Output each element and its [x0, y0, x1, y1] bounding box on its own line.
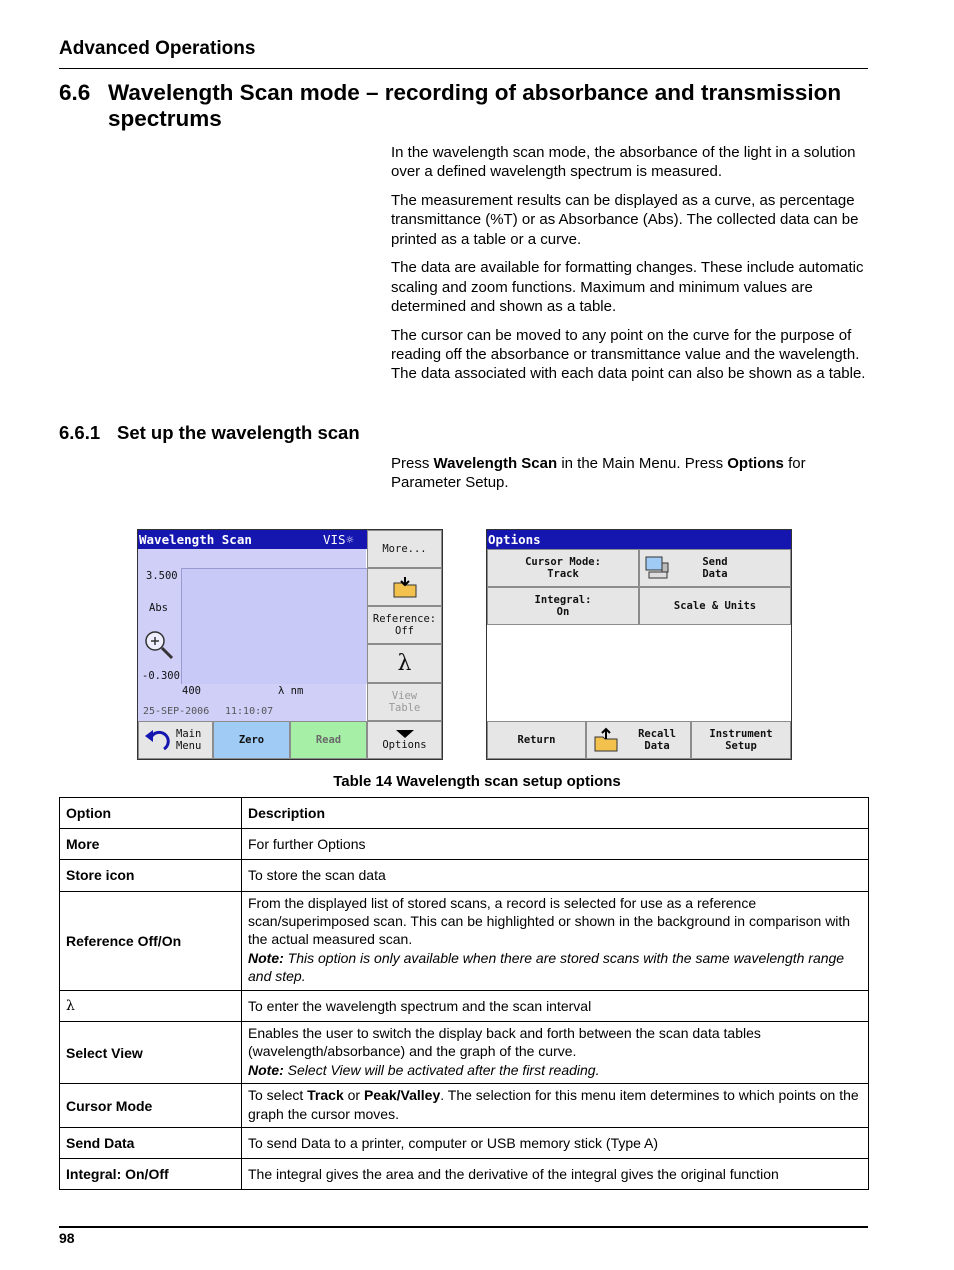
table-row [60, 860, 869, 891]
page-number: 98 [59, 1230, 75, 1246]
zero-button[interactable] [213, 721, 290, 759]
option-cell: Send Data [60, 1127, 242, 1158]
subsection-heading [59, 422, 360, 444]
paragraph: In the wavelength scan mode, the absorbance of the light in a solution over a defined wavelength spectrum is measured. [391, 144, 856, 181]
more-button-label: More... [382, 543, 427, 555]
reference-value: Off [395, 625, 414, 637]
more-button[interactable] [367, 530, 442, 568]
instruction-text [391, 454, 868, 493]
footer-rule [59, 1226, 868, 1228]
description-cell: For further Options [242, 829, 869, 860]
options-button[interactable] [367, 721, 442, 759]
note-label: Note: [248, 950, 284, 967]
lamp-icon: ☼ [346, 532, 354, 547]
send-data-button[interactable] [639, 549, 791, 587]
y-unit-label: Abs [149, 602, 168, 614]
triangle-down-icon [395, 729, 415, 739]
description-emphasis: Track [307, 1087, 344, 1104]
integral-label: Integral: [534, 594, 592, 606]
option-cell: Store icon [60, 860, 242, 891]
description-cell [242, 1021, 869, 1084]
recall-label: Recall [638, 728, 676, 740]
return-button[interactable] [487, 721, 586, 759]
screen-titlebar [487, 530, 792, 549]
return-label: Return [517, 734, 556, 746]
main-menu-label: Menu [176, 740, 202, 752]
instruction-emphasis: Options [727, 455, 784, 472]
screen-titlebar [138, 530, 367, 549]
instrument-setup-button[interactable] [691, 721, 791, 759]
zero-label: Zero [238, 734, 265, 746]
table-caption: Table 14 Wavelength scan setup options [333, 773, 621, 790]
options-screen [486, 529, 792, 760]
wavelength-scan-screen [137, 529, 443, 760]
table-row [60, 829, 869, 860]
date-label: 25-SEP-2006 [143, 706, 210, 717]
lambda-button[interactable] [367, 644, 442, 683]
options-label: Options [382, 739, 427, 751]
section-number: 6.6 [59, 80, 91, 105]
reference-button[interactable] [367, 606, 442, 644]
paragraph: The measurement results can be displayed as a curve, as percentage transmittance (%T) or as Absorbance (Abs). The collected data can be printed as a table or a curve. [391, 192, 859, 248]
paragraph: The cursor can be moved to any point on the curve for the purpose of reading off the absorbance or transmittance value and the wavelength. The data associated with each data point can also be shown as a table. [391, 326, 866, 383]
x-start-label: 400 [182, 685, 201, 697]
note-text: Select View will be activated after the first reading. [283, 1062, 600, 1079]
x-unit-label: λ nm [278, 685, 304, 697]
option-cell: Integral: On/Off [60, 1159, 242, 1190]
reference-label: Reference: [372, 613, 437, 625]
description-cell: To send Data to a printer, computer or USB memory stick (Type A) [242, 1127, 869, 1158]
description-cell: To enter the wavelength spectrum and the scan interval [242, 990, 869, 1021]
option-cell: More [60, 829, 242, 860]
option-cell: Reference Off/On [60, 891, 242, 990]
table-label: Table [388, 702, 421, 714]
option-cell: λ [60, 990, 242, 1021]
table-header-row [60, 798, 869, 829]
instrument-label: Instrument [709, 728, 773, 740]
description-cell [242, 1084, 869, 1127]
view-label: View [391, 690, 418, 702]
send-data-label: Send [702, 556, 728, 568]
intro-text [391, 143, 868, 393]
mode-label: VIS [323, 532, 346, 547]
subsection-number: 6.6.1 [59, 422, 101, 443]
zoom-icon[interactable] [143, 629, 175, 661]
recall-label: Data [644, 740, 670, 752]
cursor-mode-button[interactable] [487, 549, 639, 587]
folder-store-icon [392, 575, 418, 599]
screen-title: Wavelength Scan [139, 532, 252, 547]
recall-data-button[interactable] [586, 721, 691, 759]
instruction-part: for Parameter Setup. [391, 455, 806, 492]
table-row [60, 891, 869, 990]
read-label: Read [315, 734, 342, 746]
subsection-title: Set up the wavelength scan [117, 422, 360, 443]
main-menu-button[interactable] [138, 721, 213, 759]
setup-label: Setup [725, 740, 757, 752]
screen-title: Options [488, 532, 541, 547]
description-emphasis: Peak/Valley [363, 1087, 441, 1104]
table-row [60, 1021, 869, 1084]
table-row [60, 1084, 869, 1127]
time-label: 11:10:07 [225, 706, 274, 717]
description-part: . The selection for this menu item determines to which points on the graph the cursor moves. [248, 1087, 859, 1122]
description-cell: The integral gives the area and the derivative of the integral gives the original function [242, 1159, 869, 1190]
table-row [60, 990, 869, 1021]
description-text: Enables the user to switch the display back and forth between the scan data tables (wavelength/absorbance) and the graph of the curve. [248, 1024, 761, 1060]
store-button[interactable] [367, 568, 442, 606]
back-arrow-icon [142, 727, 170, 753]
note-text: This option is only available when there are stored scans with the same wavelength range and step. [248, 950, 845, 985]
scale-units-label: Scale & Units [673, 600, 757, 612]
section-title: Wavelength Scan mode – recording of absorbance and transmission spectrums [108, 80, 842, 131]
instruction-part: Press [391, 455, 434, 472]
running-header: Advanced Operations [59, 38, 256, 59]
scale-units-button[interactable] [639, 587, 791, 625]
description-text: From the displayed list of stored scans, a record is selected for use as a reference scan/superimposed scan. This can be highlighted or shown in the background in comparison with the actual measured scan. [248, 894, 851, 948]
y-min-label: -0.300 [142, 670, 180, 682]
note-label: Note: [248, 1062, 284, 1079]
read-button[interactable] [290, 721, 367, 759]
table-row [60, 1159, 869, 1190]
instruction-emphasis: Wavelength Scan [433, 455, 558, 472]
lambda-label: λ [397, 650, 412, 676]
send-data-label: Data [702, 568, 728, 580]
cursor-mode-value: Track [547, 568, 579, 580]
view-table-button[interactable] [367, 683, 442, 721]
instruction-part: in the Main Menu. Press [557, 455, 728, 472]
plot-region[interactable] [181, 568, 367, 684]
table-row [60, 1127, 869, 1158]
description-cell [242, 891, 869, 990]
header-rule [59, 68, 868, 69]
option-cell: Cursor Mode [60, 1084, 242, 1127]
y-max-label: 3.500 [146, 570, 178, 582]
header-cell: Option [60, 798, 242, 829]
folder-recall-icon [593, 727, 619, 753]
integral-button[interactable] [487, 587, 639, 625]
main-menu-label: Main [176, 728, 202, 740]
integral-value: On [556, 606, 570, 618]
description-part: To select [248, 1087, 308, 1104]
cursor-mode-label: Cursor Mode: [525, 556, 601, 568]
description-cell: To store the scan data [242, 860, 869, 891]
computer-icon [644, 555, 670, 581]
description-part: or [343, 1087, 364, 1104]
options-table [59, 797, 869, 1190]
option-cell: Select View [60, 1021, 242, 1084]
header-cell: Description [242, 798, 869, 829]
paragraph: The data are available for formatting changes. These include automatic scaling and zoom functions. Maximum and minimum values are determined and shown as a table. [391, 259, 864, 316]
